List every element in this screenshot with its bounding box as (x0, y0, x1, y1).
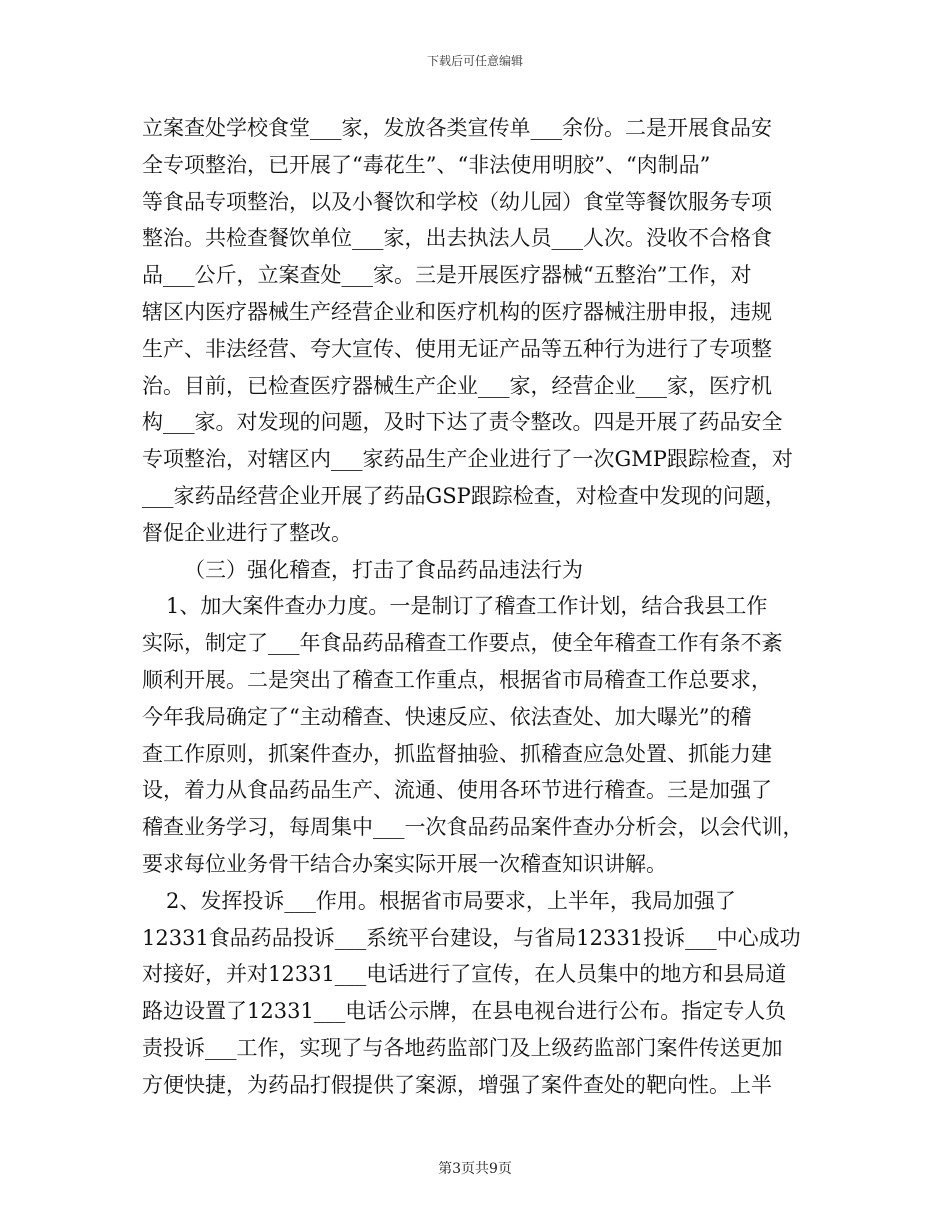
text-line: 设，着力从食品药品生产、流通、使用各环节进行稽查。三是加强了 (142, 778, 772, 803)
text-line: 等食品专项整治，以及小餐饮和学校（幼儿园）食堂等餐饮服务专项 (142, 189, 772, 214)
paragraph-start: 1、加大案件查办力度。一是制订了稽查工作计划，结合我县工作 (166, 594, 768, 619)
text-line: 品___公斤，立案查处___家。三是开展医疗器械“五整治”工作，对 (142, 263, 752, 288)
text-line: 治。目前，已检查医疗器械生产企业___家，经营企业___家，医疗机 (142, 373, 772, 398)
page-number: 第3页共9页 (438, 1161, 512, 1177)
text-line: 专项整治，对辖区内___家药品生产企业进行了一次GMP跟踪检查，对 (142, 447, 793, 472)
paragraph-start: 2、发挥投诉___作用。根据省市局要求，上半年，我局加强了 (166, 888, 736, 913)
text-line: ___家药品经营企业开展了药品GSP跟踪检查，对检查中发现的问题， (142, 483, 786, 508)
text-line: 路边设置了12331___电话公示牌，在县电视台进行公布。指定专人负 (142, 999, 787, 1024)
text-line: 对接好，并对12331___电话进行了宣传，在人员集中的地方和县局道 (142, 962, 787, 987)
text-line: 整治。共检查餐饮单位___家，出去执法人员___人次。没收不合格食 (142, 226, 772, 251)
text-line: 方便快捷，为药品打假提供了案源，增强了案件查处的靶向性。上半 (142, 1072, 772, 1097)
text-line: 12331食品药品投诉___系统平台建设，与省局12331投诉___中心成功 (142, 925, 801, 950)
text-line: 生产、非法经营、夸大宣传、使用无证产品等五种行为进行了专项整 (142, 336, 772, 361)
text-line: 今年我局确定了“主动稽查、快速反应、依法查处、加大曝光”的稽 (142, 704, 752, 729)
document-body (142, 110, 814, 1104)
text-line: 实际，制定了___年食品药品稽查工作要点，使全年稽查工作有条不紊 (142, 631, 783, 656)
text-line: 顺利开展。二是突出了稽查工作重点，根据省市局稽查工作总要求， (142, 667, 772, 692)
text-line: 督促企业进行了整改。 (142, 520, 352, 545)
text-line: 全专项整治，已开展了“毒花生”、“非法使用明胶”、“肉制品” (142, 152, 711, 177)
text-line: 查工作原则，抓案件查办，抓监督抽验、抓稽查应急处置、抓能力建 (142, 741, 772, 766)
text-line: 立案查处学校食堂___家，发放各类宣传单___余份。二是开展食品安 (142, 116, 772, 140)
text-line: 辖区内医疗器械生产经营企业和医疗机构的医疗器械注册申报，违规 (142, 299, 772, 324)
text-line: 构___家。对发现的问题，及时下达了责令整改。四是开展了药品安全 (142, 410, 783, 435)
section-heading: （三）强化稽查，打击了食品药品违法行为 (184, 557, 583, 582)
text-line: 稽查业务学习，每周集中___一次食品药品案件查办分析会，以会代训， (142, 815, 804, 840)
text-line: 责投诉___工作，实现了与各地药监部门及上级药监部门案件传送更加 (142, 1035, 783, 1060)
text-line: 要求每位业务骨干结合办案实际开展一次稽查知识讲解。 (142, 851, 667, 876)
page-header: 下载后可任意编辑 (426, 54, 523, 68)
